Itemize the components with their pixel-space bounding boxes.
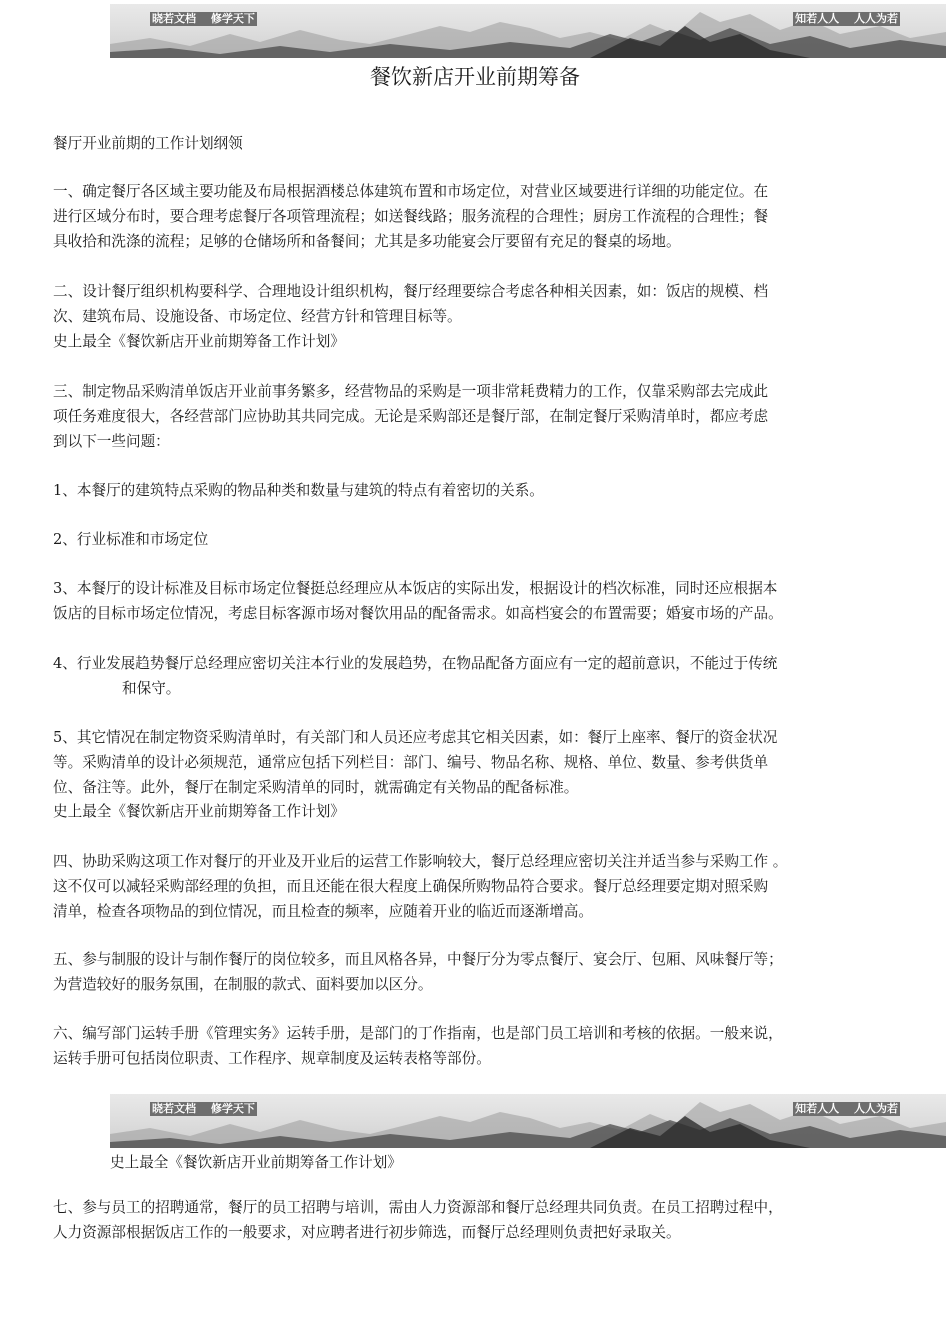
list-item: 3、本餐厅的设计标准及目标市场定位餐挺总经理应从本饭店的实际出发，根据设计的档次标准，同时还应根据本 xyxy=(53,580,778,597)
paragraph-line: 六、编写部门运转手册《管理实务》运转手册，是部门的丁作指南，也是部门员工培训和考核的依据。一般来说， xyxy=(53,1025,783,1042)
document-subtitle: 餐厅开业前期的工作计划纲领 xyxy=(53,135,243,152)
banner-right-tag: 知若人人 人人为若 xyxy=(795,12,898,25)
paragraph-line: 具收拾和洗涤的流程；足够的仓储场所和备餐间；尤其是多功能宴会厅要留有充足的餐桌的场地。 xyxy=(53,233,681,250)
paragraph-line: 七、参与员工的招聘通常，餐厅的员工招聘与培训，需由人力资源部和餐厅总经理共同负责。在员工招聘过程中， xyxy=(53,1199,783,1216)
header-banner xyxy=(110,4,946,58)
paragraph-line: 这不仅可以减轻采购部经理的负担，而且还能在很大程度上确保所购物品符合要求。餐厅总经理要定期对照采购 xyxy=(53,878,769,895)
paragraph-line: 进行区域分布时，要合理考虑餐厅各项管理流程；如送餐线路；服务流程的合理性；厨房工作流程的合理性；餐 xyxy=(53,208,769,225)
banner-right-tag: 知若人人 人人为若 xyxy=(795,1102,898,1115)
list-item: 等。采购清单的设计必须规范，通常应包括下列栏目：部门、编号、物品名称、规格、单位、数量、参考供货单 xyxy=(53,754,769,771)
paragraph-line: 到以下一些问题： xyxy=(53,433,170,450)
repeated-note: 史上最全《餐饮新店开业前期筹备工作计划》 xyxy=(53,333,345,350)
paragraph-line: 二、设计餐厅组织机构要科学、合理地设计组织机构，餐厅经理要综合考虑各种相关因素，如：饭店的规模、档 xyxy=(53,283,769,300)
list-item: 4、行业发展趋势餐厅总经理应密切关注本行业的发展趋势，在物品配备方面应有一定的超前意识，不能过于传统 xyxy=(53,655,778,672)
paragraph-line: 三、制定物品采购清单饭店开业前事务繁多，经营物品的采购是一项非常耗费精力的工作，仅靠采购部去完成此 xyxy=(53,383,769,400)
banner-left-tag: 晓若文档 修学天下 xyxy=(152,12,255,25)
paragraph-line: 项任务难度很大，各经营部门应协助其共同完成。无论是采购部还是餐厅部，在制定餐厅采购清单时，都应考虑 xyxy=(53,408,769,425)
repeated-note: 史上最全《餐饮新店开业前期筹备工作计划》 xyxy=(53,803,345,820)
list-item: 位、备注等。此外，餐厅在制定采购清单的同时，就需确定有关物品的配备标准。 xyxy=(53,779,579,796)
paragraph-line: 清单，检查各项物品的到位情况，而且检查的频率，应随着开业的临近而逐渐增高。 xyxy=(53,903,593,920)
list-item: 2、行业标准和市场定位 xyxy=(53,531,209,548)
paragraph-line: 运转手册可包括岗位职责、工作程序、规章制度及运转表格等部份。 xyxy=(53,1050,491,1067)
list-item: 和保守。 xyxy=(122,680,181,697)
banner-left-tag: 晓若文档 修学天下 xyxy=(152,1102,255,1115)
paragraph-line: 人力资源部根据饭店工作的一般要求，对应聘者进行初步筛选，而餐厅总经理则负责把好录取关。 xyxy=(53,1224,681,1241)
paragraph-line: 次、建筑布局、设施设备、市场定位、经营方针和管理目标等。 xyxy=(53,308,462,325)
paragraph-line: 四、协助采购这项工作对餐厅的开业及开业后的运营工作影响较大，餐厅总经理应密切关注并适当参与采购工作 。 xyxy=(53,853,788,870)
list-item: 1、本餐厅的建筑特点采购的物品种类和数量与建筑的特点有着密切的关系。 xyxy=(53,482,544,499)
paragraph-line: 五、参与制服的设计与制作餐厅的岗位较多，而且风格各异，中餐厅分为零点餐厅、宴会厅、包厢、风味餐厅等； xyxy=(53,951,783,968)
paragraph-line: 为营造较好的服务氛围，在制服的款式、面料要加以区分。 xyxy=(53,976,433,993)
footer-banner xyxy=(110,1094,946,1148)
document-title: 餐饮新店开业前期筹备 xyxy=(370,65,580,89)
list-item: 5、其它情况在制定物资采购清单时，有关部门和人员还应考虑其它相关因素，如：餐厅上座率、餐厅的资金状况 xyxy=(53,729,778,746)
paragraph-line: 一、确定餐厅各区域主要功能及布局根据酒楼总体建筑布置和市场定位，对营业区域要进行详细的功能定位。在 xyxy=(53,183,769,200)
list-item: 饭店的目标市场定位情况，考虑目标客源市场对餐饮用品的配备需求。如高档宴会的布置需要；婚宴市场的产品。 xyxy=(53,605,783,622)
repeated-note: 史上最全《餐饮新店开业前期筹备工作计划》 xyxy=(110,1154,402,1171)
